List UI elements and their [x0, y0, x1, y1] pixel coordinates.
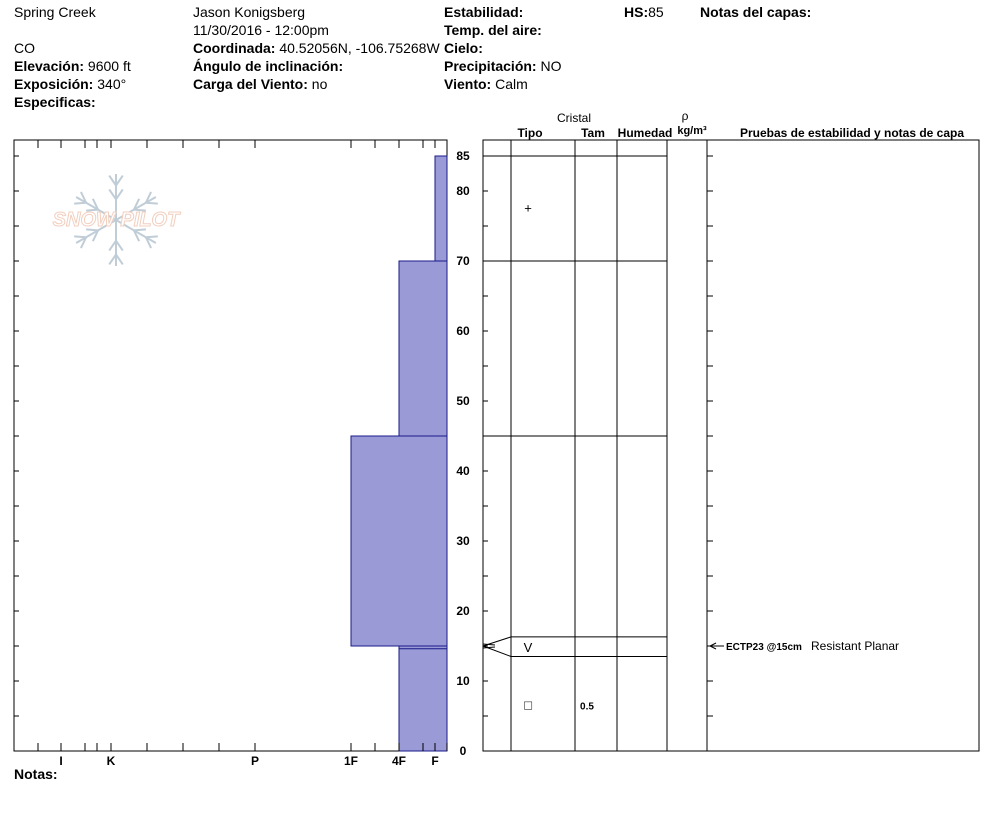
depth-label: 0 — [459, 744, 467, 758]
datetime: 11/30/2016 - 12:00pm — [193, 22, 329, 38]
col-type: Tipo — [517, 126, 543, 140]
hardness-label: I — [59, 754, 63, 768]
test-result: Resistant Planar — [811, 639, 900, 653]
depth-label: 50 — [456, 394, 470, 408]
crystal-size: 0.5 — [580, 701, 594, 713]
elevation-label: Elevación: — [14, 58, 85, 74]
hardness-label: 4F — [391, 754, 407, 768]
depth-label: 85 — [456, 149, 470, 163]
incline-label: Ángulo de inclinación: — [193, 58, 344, 74]
sky-label: Cielo: — [444, 40, 483, 56]
specifics-label: Especificas: — [14, 94, 96, 110]
col-crystal: Cristal — [556, 111, 592, 125]
state: CO — [14, 40, 35, 56]
precip-label: Precipitación: — [444, 58, 537, 74]
crystal-symbol: + — [524, 200, 532, 216]
snowpilot-logo — [53, 174, 181, 266]
depth-label: 70 — [456, 254, 470, 268]
crystal-symbol: □ — [524, 697, 532, 713]
hardness-label: 1F — [343, 754, 359, 768]
hardness-label: F — [431, 754, 439, 768]
crystal-symbol: V — [523, 640, 533, 656]
precip-value: NO — [540, 58, 562, 74]
hardness-bar — [399, 646, 447, 751]
hardness-bar — [435, 156, 447, 261]
depth-label: 20 — [456, 604, 470, 618]
wind-value: Calm — [495, 76, 528, 92]
aspect-label: Exposición: — [14, 76, 94, 92]
depth-label: 80 — [456, 184, 470, 198]
notes-label: Notas: — [14, 766, 58, 782]
depth-label: 30 — [456, 534, 470, 548]
weak-layer-connector — [483, 644, 495, 645]
hs-value: 85 — [648, 4, 664, 20]
wind-label: Viento: — [444, 76, 492, 92]
hardness-label: P — [250, 754, 260, 768]
coord-label: Coordinada: — [193, 40, 276, 56]
col-rho: ρ — [681, 109, 689, 123]
air-temp-label: Temp. del aire: — [444, 22, 542, 38]
layer-notes-label: Notas del capas: — [700, 4, 812, 20]
stability-label: Estabilidad: — [444, 4, 524, 20]
layer-table — [483, 140, 979, 751]
table-frame — [483, 140, 979, 751]
hardness-label: K — [106, 754, 116, 768]
col-stability-notes: Pruebas de estabilidad y notas de capa — [739, 126, 965, 140]
depth-label: 40 — [456, 464, 470, 478]
hardness-profile — [14, 140, 470, 768]
elevation-value: 9600 ft — [87, 58, 131, 74]
aspect-value: 340° — [97, 76, 127, 92]
depth-label: 10 — [456, 674, 470, 688]
logo-text: SNOW PILOT — [52, 209, 180, 231]
hardness-bar — [399, 261, 447, 436]
coord-value: 40.52056N, -106.75268W — [279, 40, 440, 56]
depth-label: 60 — [456, 324, 470, 338]
hs-label: HS: — [624, 4, 649, 20]
col-density-unit: kg/m³ — [677, 125, 707, 137]
test-code: ECTP23 @15cm — [726, 642, 802, 653]
hardness-bar — [351, 436, 447, 646]
col-moisture: Humedad — [617, 126, 673, 140]
wind-load-value: no — [311, 76, 328, 92]
col-size: Tam — [581, 126, 605, 140]
observer: Jason Konigsberg — [193, 4, 306, 20]
wind-load-label: Carga del Viento: — [193, 76, 308, 92]
location: Spring Creek — [14, 4, 96, 20]
